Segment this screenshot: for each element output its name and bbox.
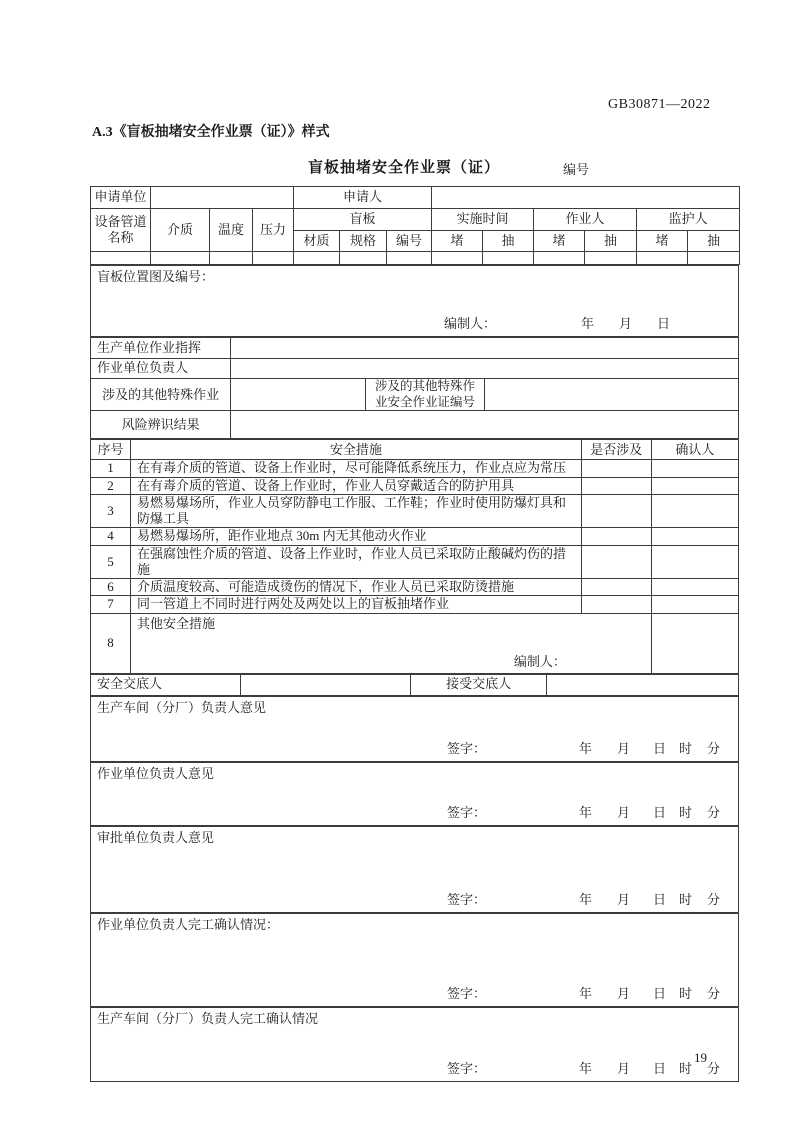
involved-cell	[581, 528, 651, 545]
involved-cell	[581, 596, 651, 613]
confirmer-cell	[651, 579, 738, 596]
year-label: 年	[579, 740, 593, 756]
day-label: 日	[653, 804, 667, 820]
measure-text: 易燃易爆场所，作业人员穿防静电工作服、工作鞋；作业时使用防爆灯具和防爆工具	[131, 494, 582, 528]
confirmer-cell	[651, 460, 738, 477]
involved-header: 是否涉及	[581, 440, 651, 460]
month-label: 月	[617, 804, 631, 820]
confirmer-cell	[651, 477, 738, 494]
opinion-section-work-unit	[90, 762, 739, 826]
preparer-line	[91, 316, 738, 333]
measure-seq: 5	[91, 545, 131, 579]
year-label: 年	[581, 316, 595, 331]
month-label: 月	[617, 740, 631, 756]
signature-line	[91, 892, 738, 909]
section-heading: A.3《盲板抽堵安全作业票（证）》样式	[92, 125, 330, 140]
top-info-table	[90, 186, 740, 265]
hour-label: 时	[679, 740, 693, 756]
month-label: 月	[619, 316, 633, 331]
production-commander-label: 生产单位作业指挥	[91, 338, 231, 359]
measure-seq: 4	[91, 528, 131, 545]
measure-text: 在强腐蚀性介质的管道、设备上作业时，作业人员已采取防止酸碱灼伤的措施	[131, 545, 582, 579]
measure-text: 易燃易爆场所，距作业地点 30m 内无其他动火作业	[131, 528, 582, 545]
opinion-label: 作业单位负责人意见	[97, 765, 215, 781]
sign-label: 签字：	[447, 891, 487, 907]
measure-header: 安全措施	[131, 440, 582, 460]
sign-label: 签字：	[447, 985, 487, 1001]
day-label: 日	[653, 985, 667, 1001]
involved-cell	[581, 477, 651, 494]
blind-plate-group-label: 盲板	[294, 209, 432, 231]
hour-label: 时	[679, 891, 693, 907]
completion-section-production	[90, 1007, 739, 1082]
sign-label: 签字：	[447, 740, 487, 756]
opinion-cell	[91, 696, 739, 761]
confirmer-cell	[651, 613, 738, 673]
day-label: 日	[653, 740, 667, 756]
implement-time-label: 实施时间	[432, 209, 534, 231]
minute-label: 分	[707, 1060, 721, 1076]
info-rows-table	[90, 337, 739, 439]
hour-label: 时	[679, 985, 693, 1001]
measure-seq: 3	[91, 494, 131, 528]
page-number: 19	[694, 1050, 707, 1065]
special-work-cert-label: 涉及的其他特殊作业安全作业证编号	[366, 379, 484, 411]
medium-label: 介质	[151, 209, 210, 252]
opinion-label: 生产车间（分厂）负责人意见	[97, 699, 267, 715]
opinion-section-production	[90, 696, 739, 762]
confirmer-header: 确认人	[651, 440, 738, 460]
briefing-table	[90, 674, 739, 696]
confirmer-cell	[651, 494, 738, 528]
measure-row	[91, 494, 739, 528]
hour-label: 时	[679, 1060, 693, 1076]
minute-label: 分	[707, 740, 721, 756]
measure-seq: 7	[91, 596, 131, 613]
confirmer-cell	[651, 545, 738, 579]
signature-line	[91, 986, 738, 1003]
involved-cell	[581, 545, 651, 579]
pressure-label: 压力	[253, 209, 294, 252]
position-diagram-label: 盲板位置图及编号：	[97, 269, 215, 284]
work-unit-head-value	[231, 359, 739, 379]
opinion-cell	[91, 762, 739, 825]
involved-cell	[581, 494, 651, 528]
day-label: 日	[653, 891, 667, 907]
month-label: 月	[617, 1060, 631, 1076]
form-title: 盲板抽堵安全作业票（证）	[308, 160, 501, 176]
involved-cell	[581, 460, 651, 477]
measure-row	[91, 545, 739, 579]
measure-row	[91, 477, 739, 494]
operator-plug-label: 堵	[534, 231, 585, 252]
opinion-section-approval	[90, 826, 739, 913]
measure-text: 同一管道上不同时进行两处及两处以上的盲板抽堵作业	[131, 596, 582, 613]
measure-seq: 6	[91, 579, 131, 596]
measure-row	[91, 579, 739, 596]
applicant-unit-label: 申请单位	[91, 187, 151, 209]
guardian-pull-label: 抽	[688, 231, 740, 252]
operator-pull-label: 抽	[585, 231, 637, 252]
measure-text: 在有毒介质的管道、设备上作业时，作业人员穿戴适合的防护用具	[131, 477, 582, 494]
applicant-value	[432, 187, 740, 209]
briefing-receiver-label: 接受交底人	[411, 674, 546, 695]
month-label: 月	[617, 891, 631, 907]
preparer-label: 编制人：	[513, 654, 566, 670]
year-label: 年	[579, 1060, 593, 1076]
measure-text: 在有毒介质的管道、设备上作业时，尽可能降低系统压力，作业点应为常压	[131, 460, 582, 477]
completion-section-work-unit	[90, 913, 739, 1007]
measure-row	[91, 596, 739, 613]
other-measures-cell	[131, 613, 652, 673]
guardian-label: 监护人	[637, 209, 740, 231]
applicant-unit-value	[151, 187, 294, 209]
opinion-label: 审批单位负责人意见	[97, 829, 215, 845]
year-label: 年	[579, 985, 593, 1001]
year-label: 年	[579, 891, 593, 907]
briefing-giver-label: 安全交底人	[91, 674, 241, 695]
confirmer-cell	[651, 596, 738, 613]
time-plug-label: 堵	[432, 231, 483, 252]
measure-seq: 8	[91, 613, 131, 673]
risk-identification-value	[231, 411, 739, 439]
signature-line	[91, 741, 738, 758]
other-special-work-value	[231, 379, 366, 411]
applicant-label: 申请人	[294, 187, 432, 209]
sign-label: 签字：	[447, 1060, 487, 1076]
safety-measures-table	[90, 439, 739, 673]
hour-label: 时	[679, 804, 693, 820]
special-work-cert-value	[484, 379, 738, 411]
day-label: 日	[653, 1060, 667, 1076]
minute-label: 分	[707, 985, 721, 1001]
position-diagram-cell	[91, 266, 739, 337]
operator-label: 作业人	[534, 209, 637, 231]
measure-text: 其他安全措施	[137, 615, 216, 631]
signature-line	[91, 1061, 738, 1078]
temperature-label: 温度	[210, 209, 253, 252]
confirmer-cell	[651, 528, 738, 545]
equipment-name-label: 设备管道名称	[91, 209, 151, 252]
seq-header: 序号	[91, 440, 131, 460]
measure-row-other	[91, 613, 739, 673]
year-label: 年	[579, 804, 593, 820]
opinion-cell	[91, 826, 739, 912]
opinion-label: 作业单位负责人完工确认情况：	[97, 916, 280, 932]
risk-identification-label: 风险辨识结果	[91, 411, 231, 439]
empty-data-row	[91, 252, 740, 265]
sign-label: 签字：	[447, 804, 487, 820]
plate-number-label: 编号	[387, 231, 432, 252]
form-number-label: 编号	[563, 162, 590, 177]
measure-row	[91, 528, 739, 545]
opinion-cell	[91, 913, 739, 1006]
time-pull-label: 抽	[483, 231, 534, 252]
day-label: 日	[657, 316, 671, 331]
measure-seq: 2	[91, 477, 131, 494]
opinion-cell	[91, 1007, 739, 1081]
involved-cell	[581, 579, 651, 596]
measure-seq: 1	[91, 460, 131, 477]
opinion-label: 生产车间（分厂）负责人完工确认情况	[97, 1010, 319, 1026]
guardian-plug-label: 堵	[637, 231, 688, 252]
material-label: 材质	[294, 231, 340, 252]
month-label: 月	[617, 985, 631, 1001]
spec-label: 规格	[340, 231, 387, 252]
empty-cell	[91, 252, 151, 265]
work-unit-head-label: 作业单位负责人	[91, 359, 231, 379]
minute-label: 分	[707, 804, 721, 820]
measure-text: 介质温度较高、可能造成烫伤的情况下，作业人员已采取防烫措施	[131, 579, 582, 596]
measure-row	[91, 460, 739, 477]
position-diagram-table	[90, 265, 739, 337]
permit-form	[90, 186, 739, 1082]
standard-number: GB30871—2022	[608, 97, 711, 112]
minute-label: 分	[707, 891, 721, 907]
preparer-label: 编制人：	[444, 316, 497, 331]
production-commander-value	[231, 338, 739, 359]
briefing-receiver-value	[546, 674, 738, 695]
signature-line	[91, 805, 738, 822]
other-special-work-label: 涉及的其他特殊作业	[91, 379, 231, 411]
briefing-giver-value	[241, 674, 411, 695]
